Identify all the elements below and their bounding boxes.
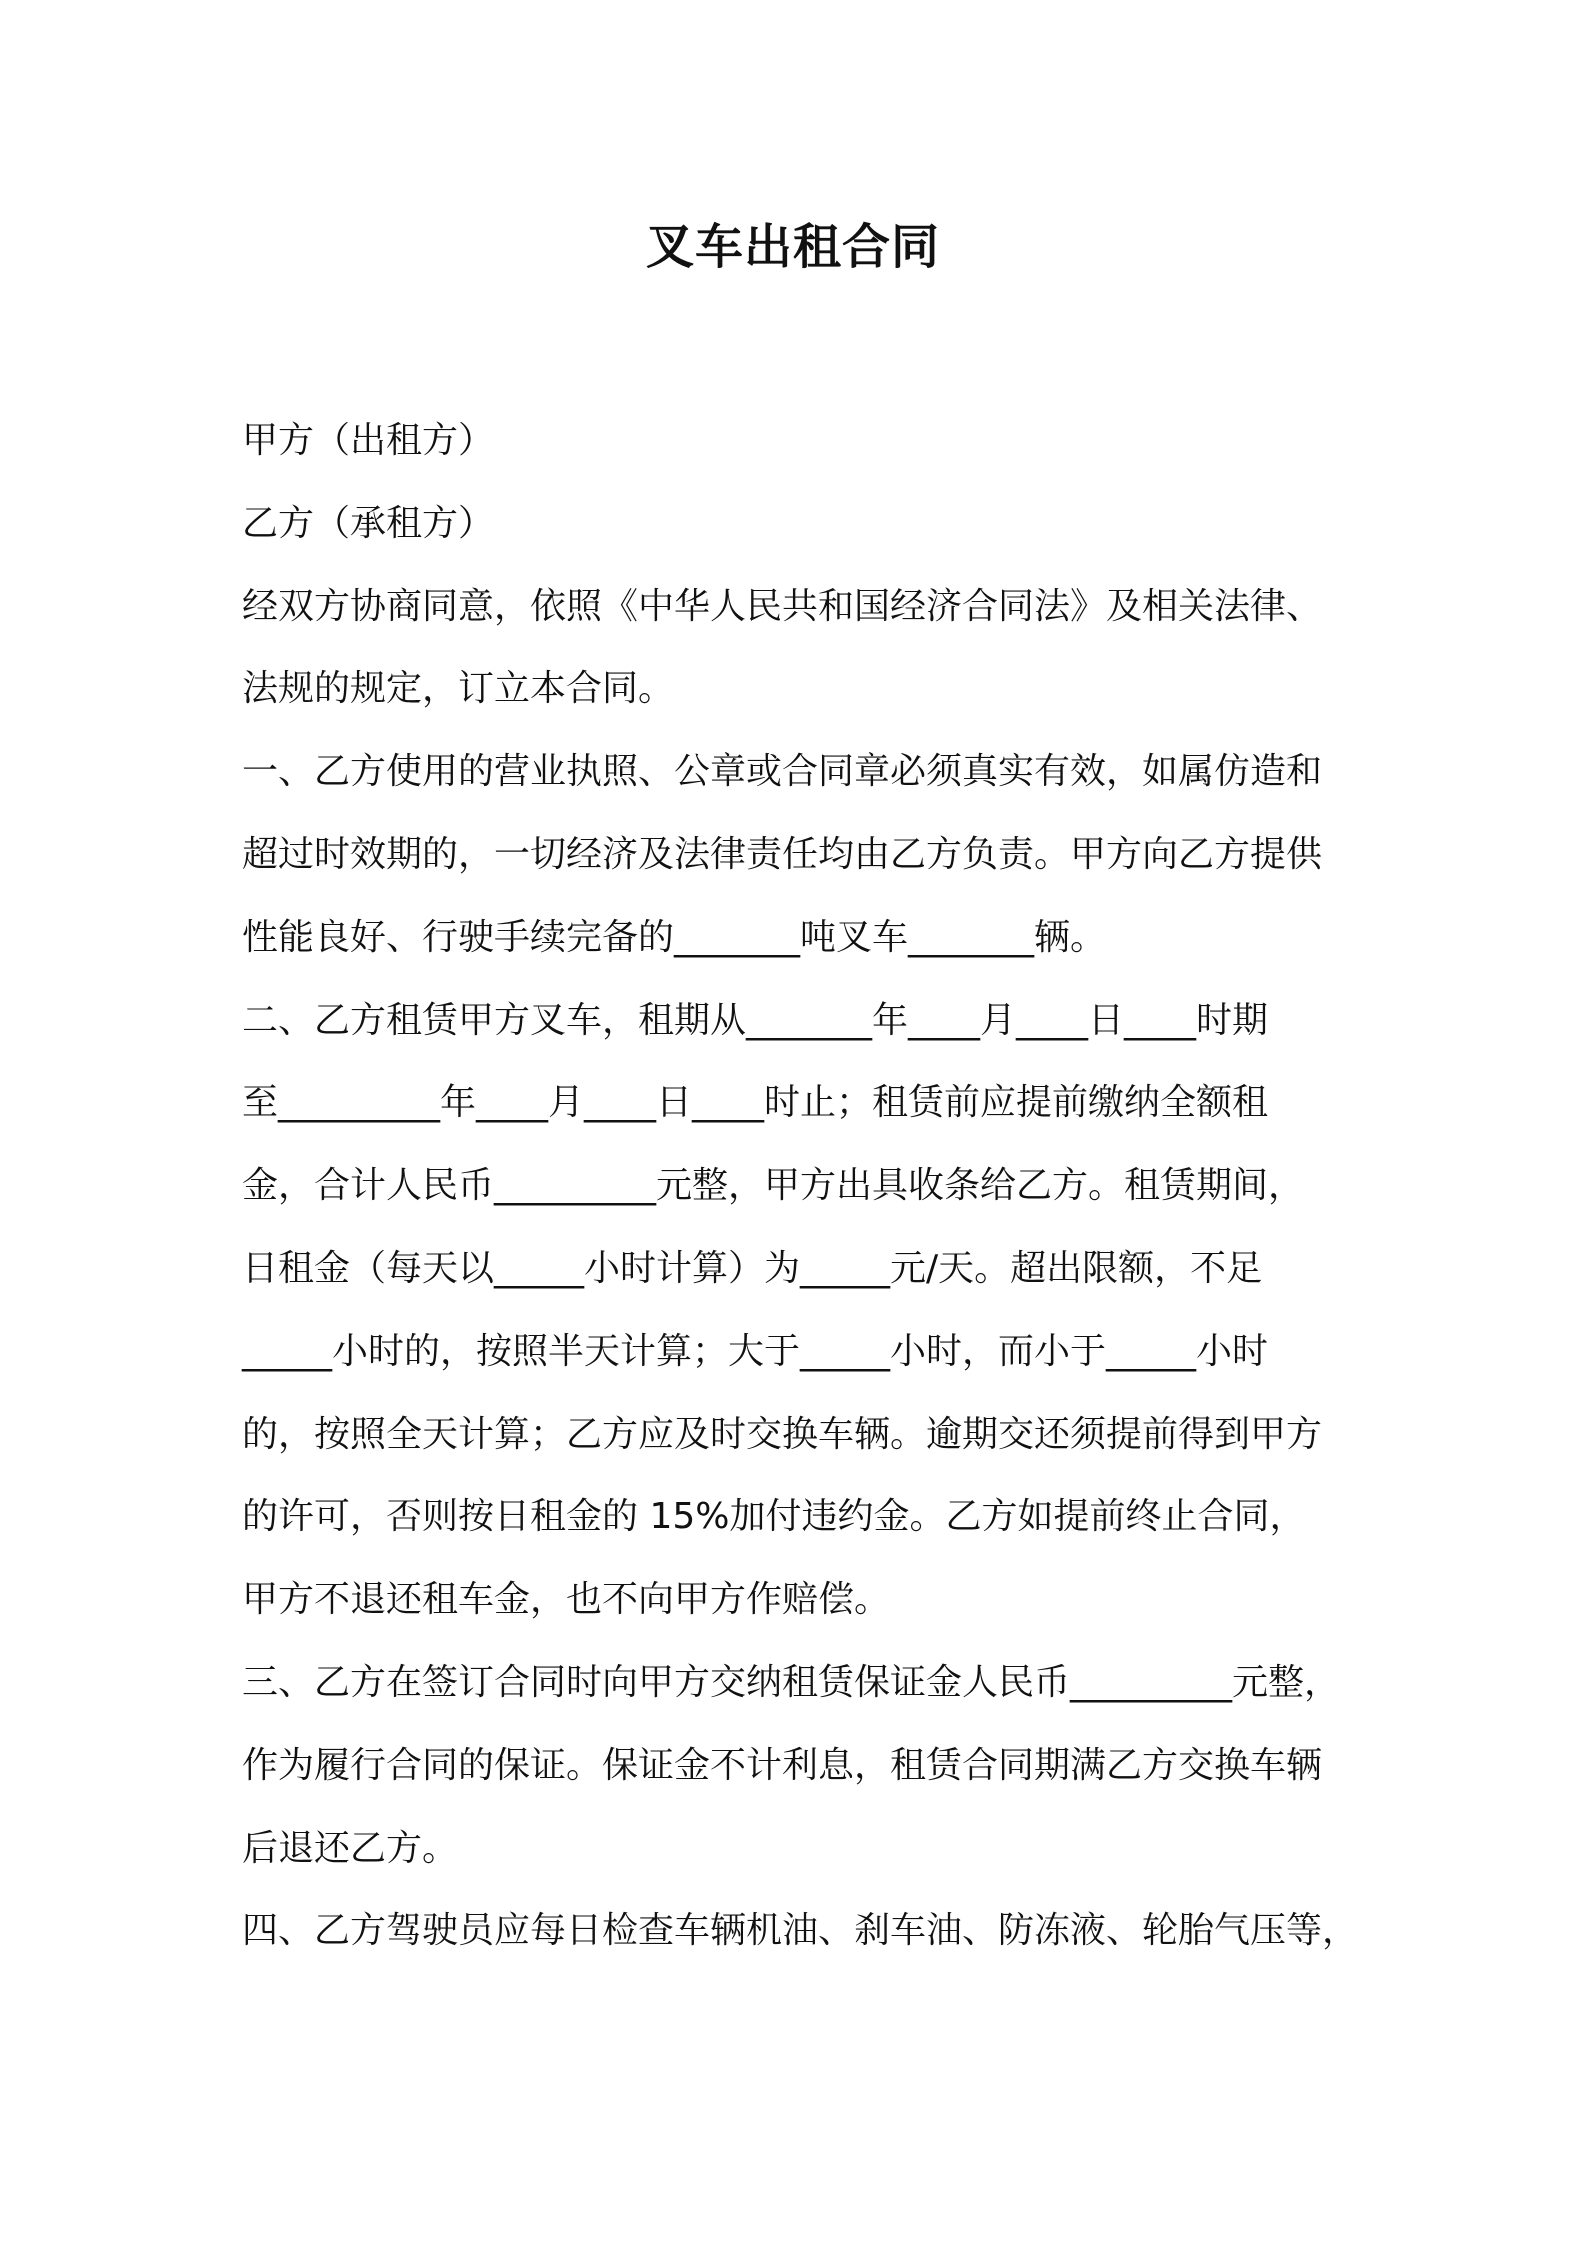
text-line: 甲方（出租方） <box>242 420 495 461</box>
document-title: 叉车出租合同 <box>645 219 940 275</box>
text-line: 经双方协商同意，依照《中华人民共和国经济合同法》及相关法律、 <box>242 585 1323 627</box>
text-line: 金，合计人民币_________元整，甲方出具收条给乙方。租赁期间， <box>242 1165 1305 1207</box>
text-line: 作为履行合同的保证。保证金不计利息，租赁合同期满乙方交换车辆 <box>242 1744 1323 1786</box>
text-line: 超过时效期的，一切经济及法律责任均由乙方负责。甲方向乙方提供 <box>242 833 1323 875</box>
text-line: 日租金（每天以_____小时计算）为_____元/天。超出限额，不足 <box>242 1247 1263 1289</box>
text-line: 乙方（承租方） <box>242 502 495 544</box>
text-line: 的许可，否则按日租金的 15%加付违约金。乙方如提前终止合同， <box>242 1496 1306 1538</box>
text-line: 至_________年____月____日____时止；租赁前应提前缴纳全额租 <box>242 1082 1269 1124</box>
contract-body <box>242 400 1372 1973</box>
text-line: 三、乙方在签订合同时向甲方交纳租赁保证金人民币_________元整， <box>242 1661 1341 1703</box>
text-line: 的，按照全天计算；乙方应及时交换车辆。逾期交还须提前得到甲方 <box>242 1413 1323 1455</box>
text-line: _____小时的，按照半天计算；大于_____小时，而小于_____小时 <box>242 1330 1269 1372</box>
text-line: 后退还乙方。 <box>242 1827 459 1869</box>
text-line: 一、乙方使用的营业执照、公章或合同章必须真实有效，如属仿造和 <box>242 751 1323 793</box>
text-line: 性能良好、行驶手续完备的_______吨叉车_______辆。 <box>242 916 1107 958</box>
text-line: 四、乙方驾驶员应每日检查车辆机油、刹车油、防冻液、轮胎气压等， <box>242 1910 1359 1952</box>
text-line: 甲方不退还租车金，也不向甲方作赔偿。 <box>242 1579 891 1621</box>
text-line: 法规的规定，订立本合同。 <box>242 668 675 710</box>
text-line: 二、乙方租赁甲方叉车，租期从_______年____月____日____时期 <box>242 999 1269 1041</box>
